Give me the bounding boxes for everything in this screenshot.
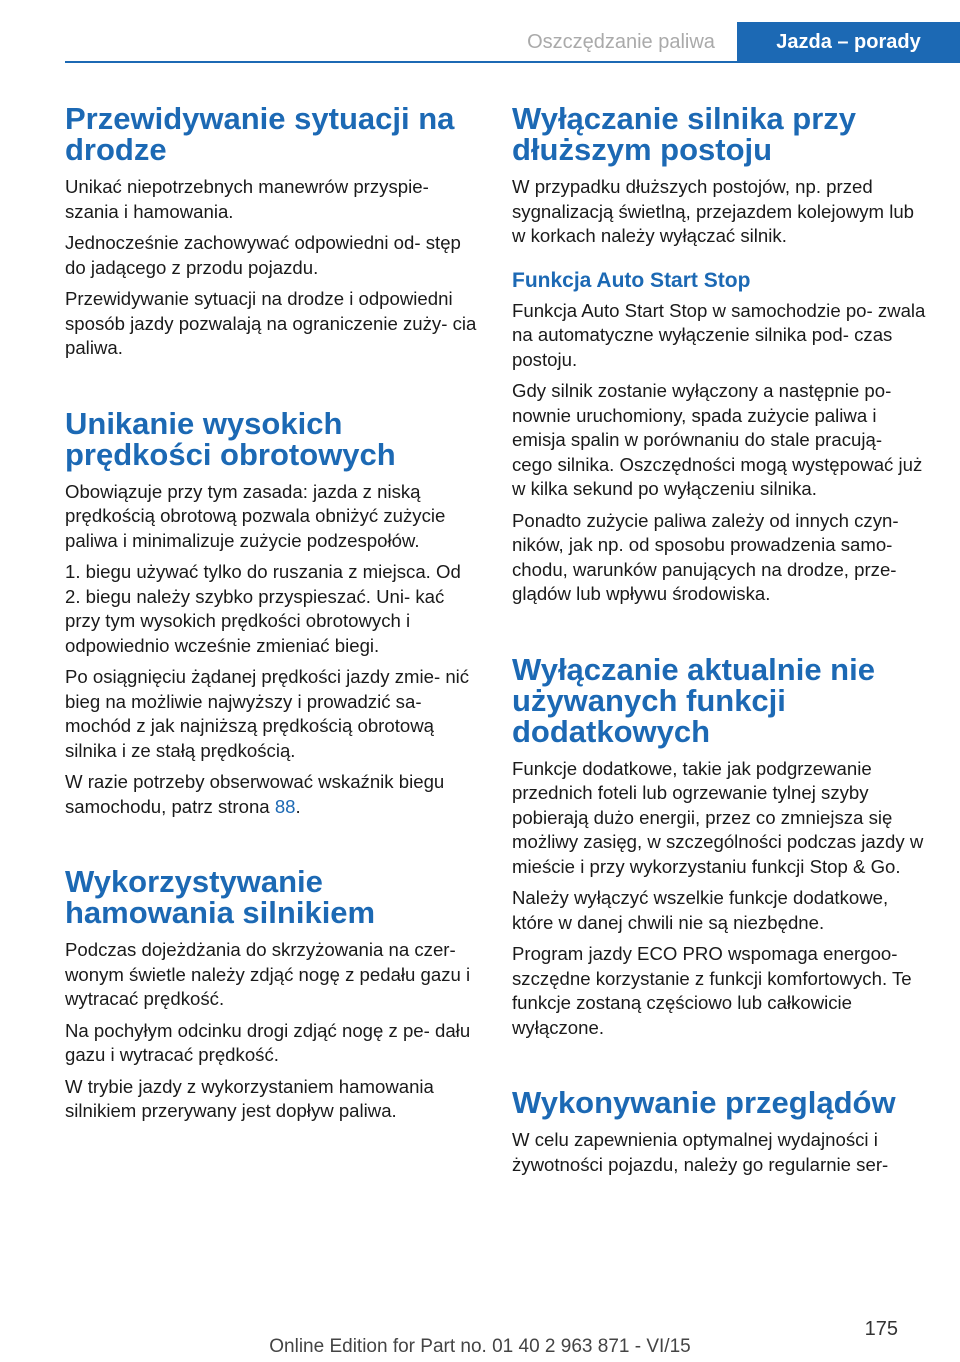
page-number: 175	[864, 1318, 898, 1340]
paragraph: Należy wyłączyć wszelkie funkcje dodatkowe, które w danej chwili nie są niezbędne.	[512, 887, 889, 933]
header-section-title: Oszczędzanie paliwa	[527, 31, 715, 53]
paragraph: Program jazdy ECO PRO wspomaga energoo‐ szczędne korzystanie z funkcji komfortowych. Te funkcje zostaną częściowo lub całkowicie wyłączone.	[512, 943, 912, 1038]
right-column	[512, 103, 926, 1184]
paragraph: Przewidywanie sytuacji na drodze i odpowiedni sposób jazdy pozwalają na ograniczenie zuży‐ cia paliwa.	[65, 288, 477, 358]
heading-przewidywanie: Przewidywanie sytuacji na drodze	[65, 101, 455, 167]
header-rule	[65, 61, 960, 63]
paragraph: Funkcja Auto Start Stop w samochodzie po‐ zwala na automatyczne wyłączenie silnika pod‐ czas postoju.	[512, 299, 926, 370]
heading-hamowanie-silnikiem: Wykorzystywanie hamowania silnikiem	[65, 864, 376, 930]
paragraph: Po osiągnięciu żądanej prędkości jazdy zmie‐ nić bieg na możliwie najwyższy i prowadzić sa‐ mochód z jak najniższą prędkością obrotową silnika i ze stałą prędkością.	[65, 666, 470, 761]
heading-przeglady: Wykonywanie przeglądów	[512, 1085, 896, 1120]
paragraph: W przypadku dłuższych postojów, np. przed sygnalizacją świetlną, przejazdem kolejowym lub w korkach należy wyłączać silnik.	[512, 176, 915, 246]
header-chapter-tab: Jazda – porady	[737, 22, 960, 62]
heading-unikanie-predkosci: Unikanie wysokich prędkości obrotowych	[65, 405, 396, 472]
edition-footer: Online Edition for Part no. 01 40 2 963 871 - VI/15	[269, 1336, 691, 1357]
paragraph: Na pochyłym odcinku drogi zdjąć nogę z pe‐ dału gazu i wytracać prędkość.	[65, 1019, 471, 1065]
page-reference-link[interactable]: 88	[274, 795, 296, 817]
paragraph-with-link: W razie potrzeby obserwować wskaźnik biegu samochodu, patrz strona 88.	[65, 771, 445, 817]
paragraph: W celu zapewnienia optymalnej wydajności i żywotności pojazdu, należy go regularnie ser‐	[512, 1129, 889, 1175]
paragraph: Unikać niepotrzebnych manewrów przyspie‐ szania i hamowania.	[65, 176, 429, 222]
paragraph: Podczas dojeżdżania do skrzyżowania na czer‐ wonym świetle należy zdjąć nogę z pedału gazu i wytracać prędkość.	[65, 939, 471, 1009]
heading-wylaczanie-silnika: Wyłączanie silnika przy dłuższym postoju	[512, 101, 857, 167]
paragraph: Ponadto zużycie paliwa zależy od innych czyn‐ ników, jak np. od sposobu prowadzenia samo‐ chodu, warunków panujących na drodze, prze‐ glądów lub wpływu środowiska.	[512, 509, 899, 604]
heading-funkcje-dodatkowe: Wyłączanie aktualnie nie używanych funkcji dodatkowych	[512, 651, 875, 749]
paragraph: Jednocześnie zachowywać odpowiedni od‐ stęp do jadącego z przodu pojazdu.	[65, 232, 461, 278]
paragraph: Gdy silnik zostanie wyłączony a następnie po‐ nownie uruchomiony, spada zużycie paliwa i emisja spalin w porównaniu do stale pracują‐ cego silnika. Oszczędności mogą występować już w kilka sekund po wyłączeniu silnika.	[512, 380, 923, 499]
left-column	[65, 103, 481, 1131]
paragraph: Funkcje dodatkowe, takie jak podgrzewanie przednich foteli lub ogrzewanie tylnej szyby pobierają dużo energii, przez co zmniejsza się możliwy zasięg, w szczególności podczas jazdy w mieście i przy wykorzystaniu funkcji Stop & Go.	[512, 757, 924, 877]
paragraph: W trybie jazdy z wykorzystaniem hamowania silnikiem przerywany jest dopływ paliwa.	[65, 1075, 434, 1121]
paragraph: 1. biegu używać tylko do ruszania z miejsca. Od 2. biegu należy szybko przyspieszać. Uni‐ kać przy tym wysokich prędkości obrotowych i odpowiednio wcześnie zmieniać biegi.	[65, 561, 461, 656]
subheading-auto-start-stop: Funkcja Auto Start Stop	[512, 268, 751, 292]
paragraph: Obowiązuje przy tym zasada: jazda z niską prędkością obrotową pozwala obniżyć zużycie paliwa i minimalizuje zużycie podzespołów.	[65, 480, 446, 551]
